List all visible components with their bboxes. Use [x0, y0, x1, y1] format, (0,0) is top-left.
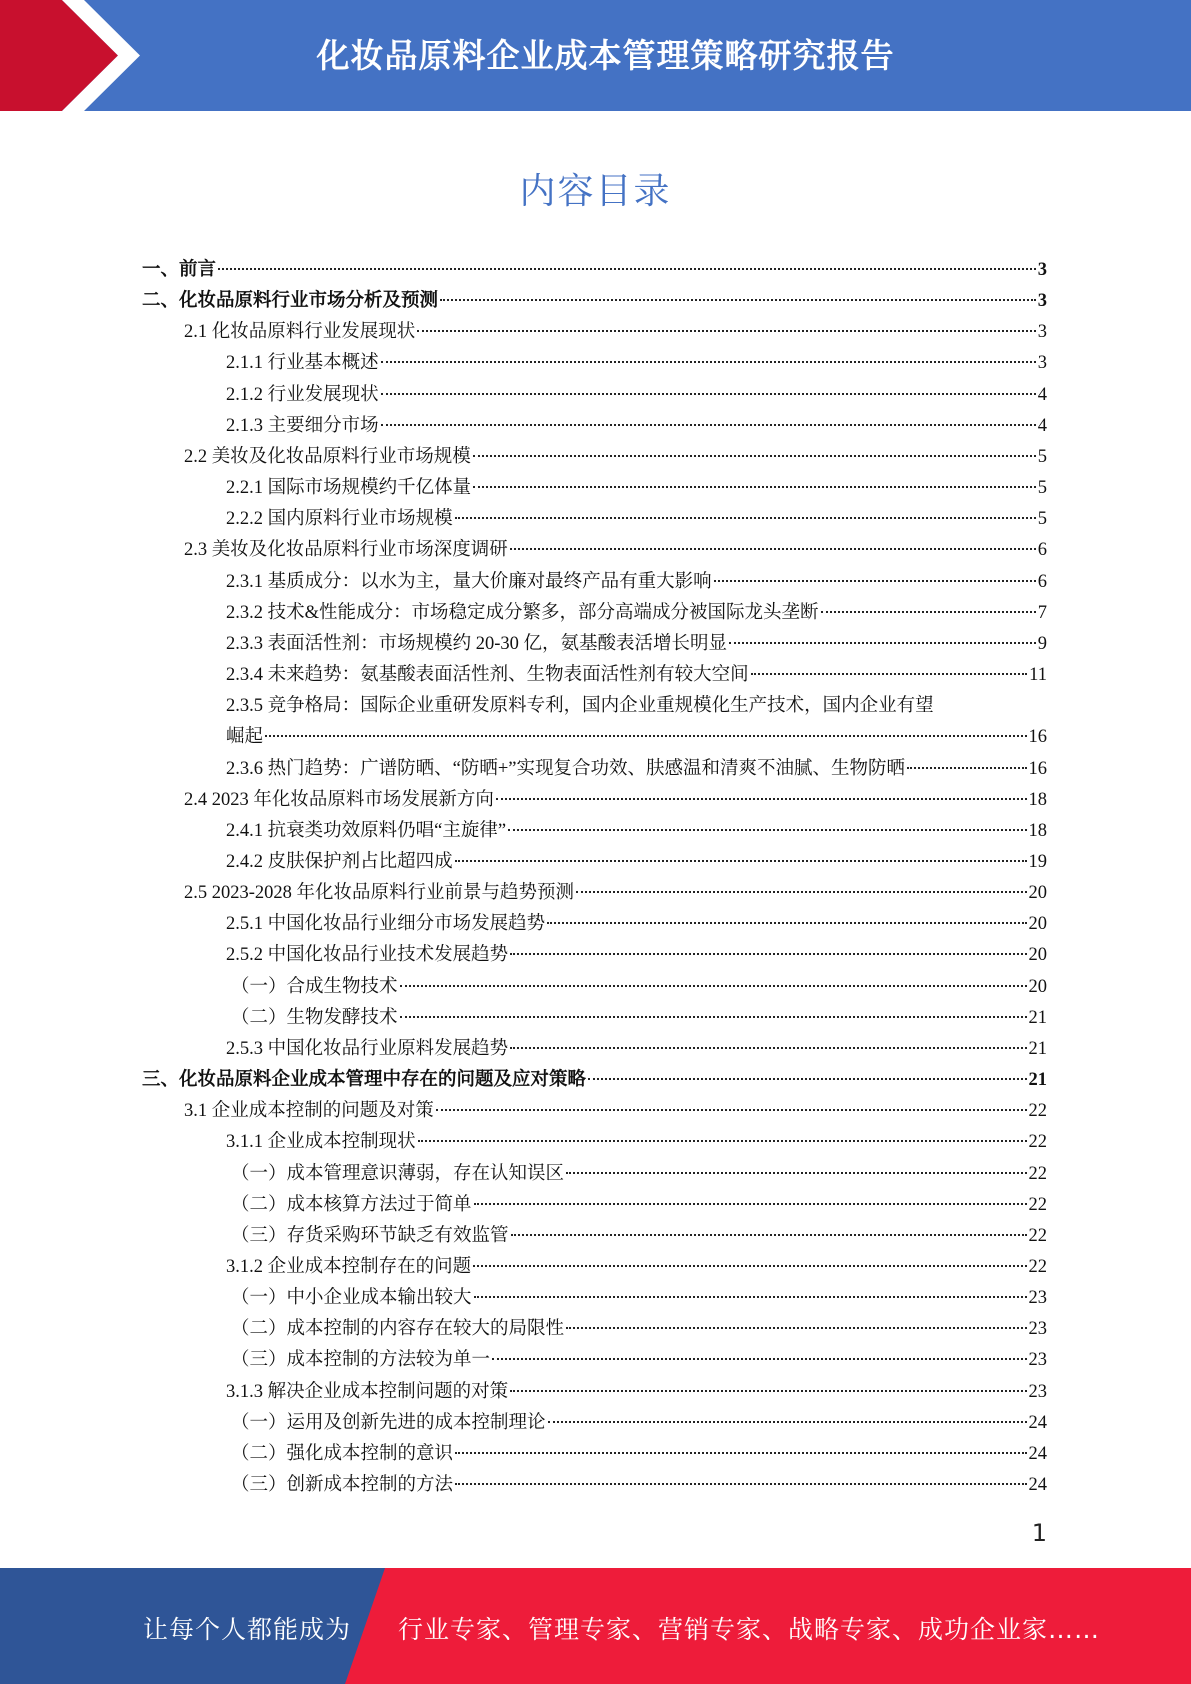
toc-dot-leader: [510, 1047, 1026, 1049]
toc-dot-leader: [508, 829, 1026, 831]
toc-entry-page: 16: [1028, 758, 1047, 779]
toc-dot-leader: [381, 393, 1036, 395]
toc-entry[interactable]: [142, 660, 1047, 691]
toc-entry-page: 21: [1028, 1070, 1047, 1091]
toc-entry-label: （一）运用及创新先进的成本控制理论: [231, 1412, 546, 1433]
toc-dot-leader: [588, 1078, 1026, 1080]
toc-entry-label: 二、化妆品原料行业市场分析及预测: [142, 291, 439, 312]
toc-entry-label: （二）生物发酵技术: [231, 1007, 398, 1028]
toc-entry-label: 2.5 2023-2028 年化妆品原料行业前景与趋势预测: [184, 883, 575, 904]
toc-entry-page: 23: [1028, 1319, 1047, 1340]
toc-entry[interactable]: [142, 940, 1047, 971]
toc-entry[interactable]: [142, 411, 1047, 442]
toc-entry[interactable]: [142, 909, 1047, 940]
toc-entry-label: （二）强化成本控制的意识: [231, 1443, 454, 1464]
toc-entry-page: 20: [1028, 945, 1047, 966]
toc-entry[interactable]: [142, 1034, 1047, 1065]
toc-dot-leader: [455, 1452, 1026, 1454]
toc-dot-leader: [473, 1265, 1026, 1267]
toc-dot-leader: [821, 611, 1036, 613]
toc-entry-page: 6: [1037, 571, 1047, 592]
toc-dot-leader: [381, 424, 1036, 426]
toc-dot-leader: [751, 673, 1028, 675]
toc-entry-page: 9: [1037, 633, 1047, 654]
toc-entry-page: 16: [1028, 727, 1047, 748]
toc-entry[interactable]: [142, 785, 1047, 816]
report-title: 化妆品原料企业成本管理策略研究报告: [316, 36, 895, 75]
toc-entry-label: （三）创新成本控制的方法: [231, 1475, 454, 1496]
toc-entry-page: 19: [1028, 851, 1047, 872]
toc-entry-page: 11: [1029, 665, 1047, 686]
toc-dot-leader: [714, 580, 1036, 582]
toc-entry-label: （二）成本核算方法过于简单: [231, 1194, 472, 1215]
toc-entry-label: 2.3 美妆及化妆品原料行业市场深度调研: [184, 540, 508, 561]
toc-dot-leader: [473, 486, 1036, 488]
toc-entry-page: 7: [1037, 602, 1047, 623]
toc-entry-label: 2.4.1 抗衰类功效原料仍唱“主旋律”: [226, 820, 507, 841]
toc-entry[interactable]: [142, 722, 1047, 753]
toc-entry[interactable]: [142, 1221, 1047, 1252]
toc-entry[interactable]: [142, 1159, 1047, 1190]
toc-entry-label: （一）成本管理意识薄弱，存在认知误区: [231, 1163, 565, 1184]
toc-entry[interactable]: [142, 317, 1047, 348]
toc-entry[interactable]: [142, 1470, 1047, 1501]
toc-dot-leader: [440, 299, 1036, 301]
toc-entry[interactable]: [142, 1252, 1047, 1283]
toc-entry-label: 3.1.1 企业成本控制现状: [226, 1132, 416, 1153]
toc-dot-leader: [418, 1140, 1027, 1142]
toc-entry-label: 2.2.1 国际市场规模约千亿体量: [226, 478, 472, 499]
toc-entry[interactable]: [142, 1408, 1047, 1439]
toc-entry[interactable]: [142, 972, 1047, 1003]
toc-entry-page: 3: [1037, 353, 1047, 374]
toc-entry[interactable]: [142, 1314, 1047, 1345]
toc-dot-leader: [576, 891, 1026, 893]
toc-entry[interactable]: [142, 348, 1047, 379]
toc-entry[interactable]: [142, 816, 1047, 847]
toc-entry-label: 2.3.6 热门趋势：广谱防晒、“防晒+”实现复合功效、肤感温和清爽不油腻、生物防晒: [226, 758, 905, 779]
toc-dot-leader: [496, 798, 1027, 800]
toc-entry[interactable]: [142, 380, 1047, 411]
toc-entry-page: 22: [1028, 1194, 1047, 1215]
toc-entry-label: 2.3.5 竞争格局：国际企业重研发原料专利，国内企业重规模化生产技术，国内企业有望: [226, 696, 934, 717]
toc-dot-leader: [548, 1421, 1027, 1423]
toc-entry[interactable]: [142, 1345, 1047, 1376]
toc-dot-leader: [474, 1296, 1027, 1298]
toc-entry-label: 2.1.3 主要细分市场: [226, 415, 379, 436]
toc-entry-label: 3.1 企业成本控制的问题及对策: [184, 1101, 434, 1122]
toc-entry[interactable]: [142, 1439, 1047, 1470]
footer-banner: [0, 1568, 1191, 1684]
toc-entry[interactable]: [142, 1283, 1047, 1314]
toc-dot-leader: [455, 1483, 1026, 1485]
toc-dot-leader: [492, 1358, 1026, 1360]
toc-entry-page: 22: [1028, 1257, 1047, 1277]
toc-entry-label: 3.1.3 解决企业成本控制问题的对策: [226, 1381, 509, 1402]
toc-entry-page: 23: [1028, 1350, 1047, 1371]
toc-entry-page: 21: [1028, 1007, 1047, 1028]
toc-entry-page: 22: [1028, 1163, 1047, 1184]
toc-heading: 内容目录: [519, 171, 672, 212]
toc-entry[interactable]: [142, 598, 1047, 629]
toc-entry-label: 2.5.1 中国化妆品行业细分市场发展趋势: [226, 914, 546, 935]
toc-dot-leader: [566, 1172, 1026, 1174]
toc-entry-label: 2.2.2 国内原料行业市场规模: [226, 509, 453, 530]
toc-entry-label: 2.1.2 行业发展现状: [226, 384, 379, 405]
toc-entry[interactable]: [142, 255, 1047, 286]
toc-entry-label: 2.3.3 表面活性剂：市场规模约 20-30 亿，氨基酸表活增长明显: [226, 633, 728, 654]
toc-entry[interactable]: [142, 1096, 1047, 1127]
toc-entry-page: 3: [1037, 260, 1047, 280]
toc-entry-page: 18: [1028, 789, 1047, 810]
toc-dot-leader: [511, 1234, 1027, 1236]
toc-entry-page: 5: [1037, 509, 1047, 530]
toc-dot-leader: [400, 985, 1027, 987]
toc-entry-label: 3.1.2 企业成本控制存在的问题: [226, 1257, 472, 1277]
toc-dot-leader: [417, 330, 1035, 332]
header-banner: [0, 0, 1191, 111]
toc-entry-page: 23: [1028, 1381, 1047, 1402]
toc-entry-page: 3: [1037, 322, 1047, 343]
toc-dot-leader: [729, 642, 1036, 644]
toc-entry-label: 2.2 美妆及化妆品原料行业市场规模: [184, 446, 471, 467]
toc-entry-page: 6: [1037, 540, 1047, 561]
toc-entry[interactable]: [142, 535, 1047, 566]
footer-slogan-left: 让每个人都能成为: [143, 1615, 352, 1644]
toc-entry-page: 18: [1028, 820, 1047, 841]
toc-entry[interactable]: [142, 629, 1047, 660]
toc-dot-leader: [400, 1016, 1027, 1018]
toc-entry-label: 2.5.3 中国化妆品行业原料发展趋势: [226, 1038, 509, 1059]
toc-entry[interactable]: [142, 473, 1047, 504]
toc-entry-label: 2.1.1 行业基本概述: [226, 353, 379, 374]
toc-entry-page: 20: [1028, 914, 1047, 935]
toc-dot-leader: [455, 517, 1036, 519]
toc-entry[interactable]: [142, 1190, 1047, 1221]
footer-slogan-right: 行业专家、管理专家、营销专家、战略专家、成功企业家……: [398, 1615, 1101, 1644]
toc-entry-label: （一）中小企业成本输出较大: [231, 1288, 472, 1309]
toc-entry-page: 24: [1028, 1443, 1047, 1464]
toc-entry-page: 20: [1028, 976, 1047, 997]
toc-entry-page: 22: [1028, 1101, 1047, 1122]
toc-entry-page: 23: [1028, 1288, 1047, 1309]
toc-entry[interactable]: [142, 1127, 1047, 1158]
toc-entry-label: （二）成本控制的内容存在较大的局限性: [231, 1319, 565, 1340]
toc-entry-page: 5: [1037, 446, 1047, 467]
toc-dot-leader: [510, 1390, 1026, 1392]
toc-entry-page: 22: [1028, 1132, 1047, 1153]
toc-entry-label: 三、化妆品原料企业成本管理中存在的问题及应对策略: [142, 1070, 587, 1091]
toc-entry[interactable]: [142, 1377, 1047, 1408]
toc-entry-label: （三）存货采购环节缺乏有效监管: [231, 1225, 509, 1246]
toc-entry-label: 2.4 2023 年化妆品原料市场发展新方向: [184, 789, 494, 810]
toc-entry-page: 24: [1028, 1475, 1047, 1496]
toc-entry-page: 4: [1037, 415, 1047, 436]
toc-dot-leader: [265, 735, 1026, 737]
toc-dot-leader: [907, 767, 1027, 769]
toc-entry-label: 2.3.4 未来趋势：氨基酸表面活性剂、生物表面活性剂有较大空间: [226, 665, 749, 686]
toc-dot-leader: [436, 1109, 1027, 1111]
toc-entry[interactable]: [142, 1003, 1047, 1034]
toc-entry-label: （一）合成生物技术: [231, 976, 398, 997]
toc-entry-label: 崛起: [226, 727, 264, 748]
toc-entry-label: 一、前言: [142, 260, 217, 280]
toc-entry-page: 5: [1037, 478, 1047, 499]
toc-dot-leader: [381, 361, 1036, 363]
toc-entry[interactable]: [142, 1065, 1047, 1096]
toc-entry[interactable]: [142, 847, 1047, 878]
toc-entry-page: 22: [1028, 1225, 1047, 1246]
toc-entry-page: 24: [1028, 1412, 1047, 1433]
toc-dot-leader: [218, 268, 1036, 270]
page-number: 1: [1031, 1519, 1047, 1547]
toc-entry-label: 2.1 化妆品原料行业发展现状: [184, 322, 416, 343]
toc-entry[interactable]: [142, 286, 1047, 317]
toc-dot-leader: [510, 953, 1026, 955]
toc-entry[interactable]: [142, 504, 1047, 535]
toc-dot-leader: [474, 1203, 1027, 1205]
toc-entry[interactable]: [142, 567, 1047, 598]
toc-dot-leader: [510, 548, 1036, 550]
toc-entry-page: 3: [1037, 291, 1047, 312]
toc-entry[interactable]: [142, 691, 1047, 722]
toc-entry-label: 2.3.1 基质成分：以水为主，量大价廉对最终产品有重大影响: [226, 571, 712, 592]
toc-entry[interactable]: [142, 878, 1047, 909]
table-of-contents: [142, 255, 1047, 1501]
toc-entry-label: （三）成本控制的方法较为单一: [231, 1350, 491, 1371]
toc-entry-label: 2.3.2 技术&性能成分：市场稳定成分繁多，部分高端成分被国际龙头垄断: [226, 602, 819, 623]
toc-dot-leader: [547, 922, 1026, 924]
toc-dot-leader: [473, 455, 1036, 457]
toc-dot-leader: [455, 860, 1027, 862]
toc-entry-label: 2.4.2 皮肤保护剂占比超四成: [226, 851, 453, 872]
toc-entry[interactable]: [142, 442, 1047, 473]
toc-entry-label: 2.5.2 中国化妆品行业技术发展趋势: [226, 945, 509, 966]
toc-dot-leader: [566, 1327, 1026, 1329]
toc-entry-page: 4: [1037, 384, 1047, 405]
toc-entry-page: 20: [1028, 883, 1047, 904]
toc-entry[interactable]: [142, 754, 1047, 785]
toc-entry-page: 21: [1028, 1038, 1047, 1059]
